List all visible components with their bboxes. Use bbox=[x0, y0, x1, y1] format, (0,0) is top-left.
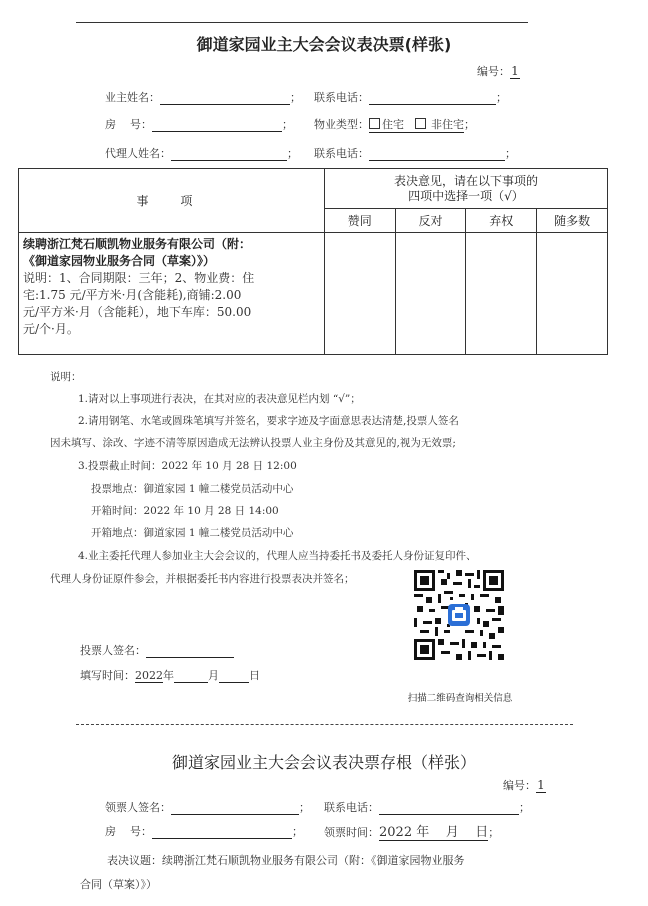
note-line-2: 2.请用钢笔、水笔或圆珠笔填写并签名，要求字迹及字面意思表达清楚,投票人签名 bbox=[78, 415, 459, 427]
voter-sign-field[interactable] bbox=[146, 644, 234, 658]
notes-heading: 说明： bbox=[50, 371, 82, 383]
voter-sign-label: 投票人签名： bbox=[80, 644, 146, 657]
cut-line bbox=[76, 724, 573, 725]
option-majority: 随多数 bbox=[537, 209, 608, 233]
year-unit: 年 bbox=[163, 669, 174, 682]
agent-phone-row: 联系电话： ； bbox=[314, 147, 516, 160]
stub-receive-time-value[interactable]: 2022 年 月 日 bbox=[379, 821, 488, 841]
number-row bbox=[477, 63, 520, 79]
stub-receive-time-row: 领票时间：2022 年 月 日； bbox=[324, 821, 499, 841]
fill-time-year[interactable]: 2022 bbox=[135, 669, 163, 682]
top-rule bbox=[76, 22, 528, 23]
item-desc-line-1: 说明：1、合同期限：三年；2、物业费：住 bbox=[23, 271, 255, 285]
note-line-8: 4.业主委托代理人参加业主大会会议的，代理人应当持委托书及委托人身份证复印件、 bbox=[78, 550, 477, 562]
option-oppose: 反对 bbox=[395, 209, 466, 233]
table-header-item: 事 项 bbox=[19, 169, 325, 233]
stub-room-row: 房 号： ； bbox=[105, 825, 303, 838]
note-line-4: 3.投票截止时间：2022 年 10 月 28 日 12:00 bbox=[78, 460, 297, 472]
note-line-6: 开箱时间：2022 年 10 月 28 日 14:00 bbox=[91, 505, 279, 517]
note-line-1: 1.请对以上事项进行表决，在其对应的表决意见栏内划 “√”； bbox=[78, 393, 361, 405]
option-abstain: 弃权 bbox=[466, 209, 537, 233]
fill-time-month[interactable] bbox=[174, 669, 208, 683]
item-desc-line-2: 宅:1.75 元/平方米·月(含能耗),商铺:2.00 bbox=[23, 288, 242, 302]
owner-name-field[interactable] bbox=[160, 91, 290, 105]
contact-phone-label: 联系电话： bbox=[314, 91, 369, 104]
agent-name-label: 代理人姓名： bbox=[105, 147, 171, 160]
agent-name-field[interactable] bbox=[171, 147, 287, 161]
contact-phone-row: 联系电话： ； bbox=[314, 91, 507, 104]
month-unit: 月 bbox=[208, 669, 219, 682]
non-residential-checkbox[interactable] bbox=[415, 118, 426, 129]
room-row: 房 号： ； bbox=[105, 118, 293, 131]
owner-name-row: 业主姓名： ； bbox=[105, 91, 301, 104]
stub-number-row bbox=[503, 777, 546, 793]
item-content bbox=[19, 233, 325, 355]
stub-receive-time-label: 领票时间： bbox=[324, 826, 379, 839]
stub-motion-line-2: 合同（草案）》） bbox=[80, 878, 157, 891]
stub-room-label: 房 号： bbox=[105, 825, 152, 838]
stub-number-label: 编号： bbox=[503, 779, 536, 792]
stub-phone-label: 联系电话： bbox=[324, 801, 379, 814]
qr-caption: 扫描二维码查询相关信息 bbox=[407, 693, 513, 704]
opinion-line-1: 表决意见，请在以下事项的 bbox=[393, 173, 538, 188]
vote-cell-agree[interactable] bbox=[324, 233, 395, 355]
agent-name-row: 代理人姓名： ； bbox=[105, 147, 298, 160]
stub-phone-field[interactable] bbox=[379, 801, 519, 815]
voter-sign-row bbox=[80, 642, 234, 658]
vote-cell-oppose[interactable] bbox=[395, 233, 466, 355]
note-line-7: 开箱地点：御道家园 1 幢二楼党员活动中心 bbox=[91, 527, 294, 539]
fill-time-day[interactable] bbox=[219, 669, 249, 683]
page-title: 御道家园业主大会会议表决票(样张) bbox=[196, 35, 452, 54]
number-label: 编号： bbox=[477, 65, 510, 78]
vote-table bbox=[18, 168, 608, 355]
property-type-row: 物业类型： 住宅 非住宅； bbox=[314, 118, 475, 131]
day-unit: 日 bbox=[249, 669, 260, 682]
opinion-line-2: 四项中选择一项（√） bbox=[408, 188, 524, 203]
room-label: 房 号： bbox=[105, 118, 152, 131]
item-title-line-1: 续聘浙江梵石顺凯物业服务有限公司（附： bbox=[23, 237, 252, 251]
option-agree: 赞同 bbox=[324, 209, 395, 233]
stub-receiver-row: 领票人签名： ； bbox=[105, 801, 310, 814]
stub-title: 御道家园业主大会会议表决票存根（样张） bbox=[171, 753, 476, 772]
agent-phone-label: 联系电话： bbox=[314, 147, 369, 160]
residential-label: 住宅 bbox=[382, 118, 404, 131]
fill-time-label: 填写时间： bbox=[80, 669, 135, 682]
owner-name-label: 业主姓名： bbox=[105, 91, 160, 104]
non-residential-label: 非住宅 bbox=[431, 118, 464, 131]
item-desc-line-3: 元/平方米·月（含能耗），地下车库：50.00 bbox=[23, 305, 252, 319]
residential-checkbox[interactable] bbox=[369, 118, 380, 129]
property-type-label: 物业类型： bbox=[314, 118, 369, 131]
contact-phone-field[interactable] bbox=[369, 91, 496, 105]
item-title-line-2: 《御道家园物业服务合同（草案）》） bbox=[23, 254, 216, 268]
note-line-3: 因未填写、涂改、字迹不清等原因造成无法辨认投票人业主身份及其意见的,视为无效票; bbox=[50, 437, 456, 449]
table-header-opinion bbox=[324, 169, 607, 209]
number-value: 1 bbox=[511, 64, 519, 78]
note-line-9: 代理人身份证原件参会，并根据委托书内容进行投票表决并签名； bbox=[50, 573, 355, 585]
stub-receiver-field[interactable] bbox=[171, 801, 299, 815]
vote-cell-abstain[interactable] bbox=[466, 233, 537, 355]
fill-time-row bbox=[80, 667, 260, 683]
qr-code-icon[interactable] bbox=[414, 570, 504, 660]
stub-phone-row: 联系电话： ； bbox=[324, 801, 530, 814]
stub-room-field[interactable] bbox=[152, 825, 292, 839]
vote-cell-majority[interactable] bbox=[537, 233, 608, 355]
agent-phone-field[interactable] bbox=[369, 147, 505, 161]
stub-number-value: 1 bbox=[537, 778, 545, 792]
stub-motion-line-1: 表决议题：续聘浙江梵石顺凯物业服务有限公司（附：《御道家园物业服务 bbox=[107, 854, 465, 867]
note-line-5: 投票地点：御道家园 1 幢二楼党员活动中心 bbox=[91, 483, 294, 495]
item-desc-line-4: 元/个·月。 bbox=[23, 322, 79, 336]
stub-receiver-label: 领票人签名： bbox=[105, 801, 171, 814]
room-field[interactable] bbox=[152, 118, 282, 132]
